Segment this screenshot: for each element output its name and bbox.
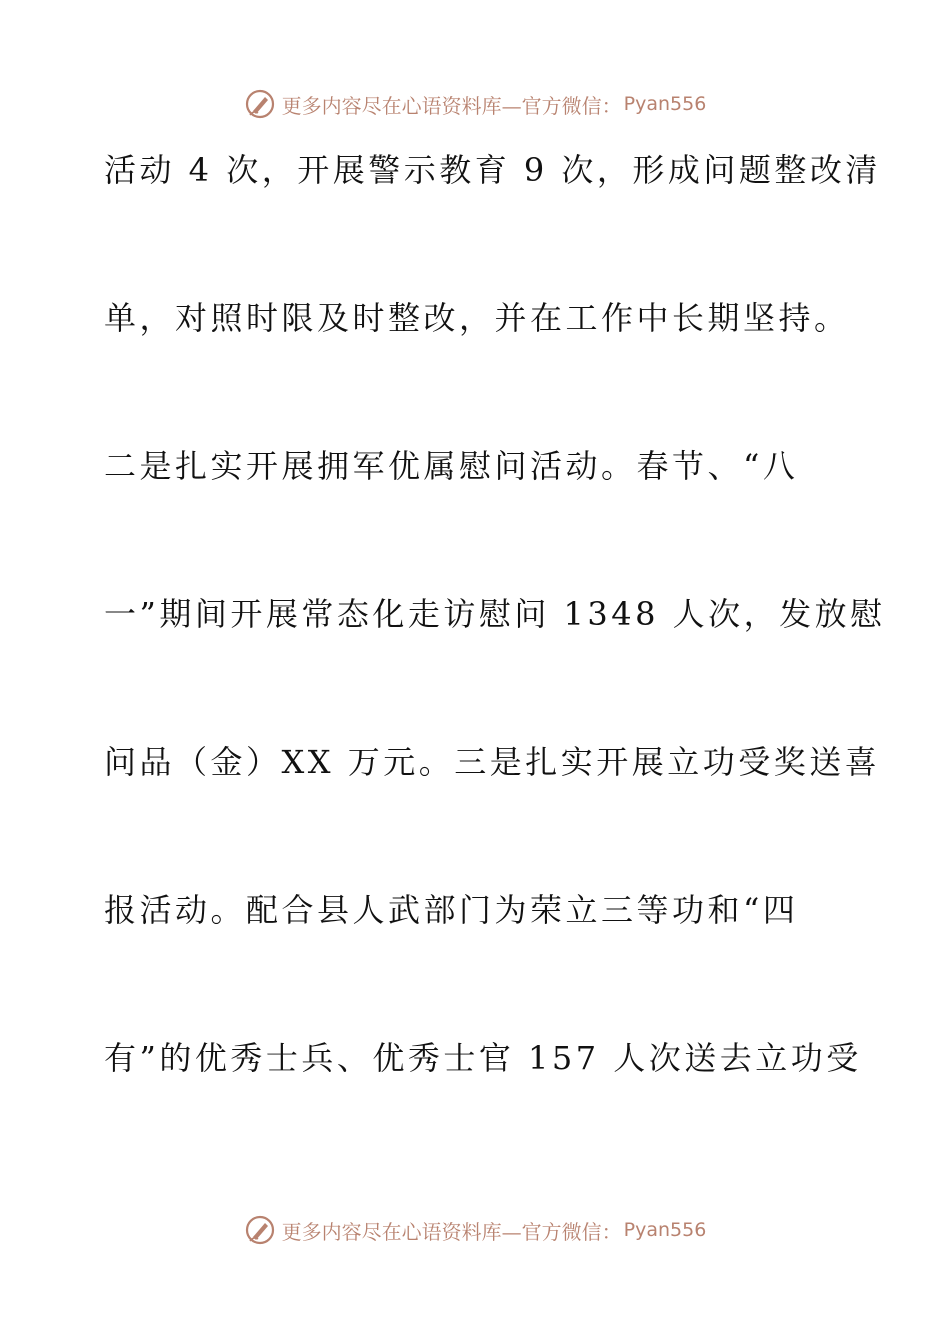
text-line: 活动 4 次，开展警示教育 9 次，形成问题整改清: [104, 151, 881, 189]
footer-watermark: [0, 1210, 950, 1250]
document-body: [104, 140, 886, 1176]
text-line: 有”的优秀士兵、优秀士官 157 人次送去立功受: [104, 1039, 862, 1077]
watermark-text: 更多内容尽在心语资料库—官方微信：: [281, 1219, 622, 1244]
text-line: 单，对照时限及时整改，并在工作中长期坚持。: [104, 299, 850, 337]
watermark-wechat-id: Pyan556: [623, 1219, 707, 1241]
text-line: 一”期间开展常态化走访慰问 1348 人次，发放慰: [104, 595, 886, 633]
text-line: 问品（金）XX 万元。三是扎实开展立功受奖送喜: [104, 743, 881, 781]
watermark-text: 更多内容尽在心语资料库—官方微信：: [281, 93, 622, 118]
pen-circle-icon: [244, 1214, 276, 1246]
text-line: 二是扎实开展拥军优属慰问活动。春节、“八: [104, 447, 799, 485]
header-watermark: [0, 84, 950, 124]
watermark-wechat-id: Pyan556: [623, 93, 707, 115]
pen-circle-icon: [244, 88, 276, 120]
text-line: 报活动。配合县人武部门为荣立三等功和“四: [104, 891, 799, 929]
